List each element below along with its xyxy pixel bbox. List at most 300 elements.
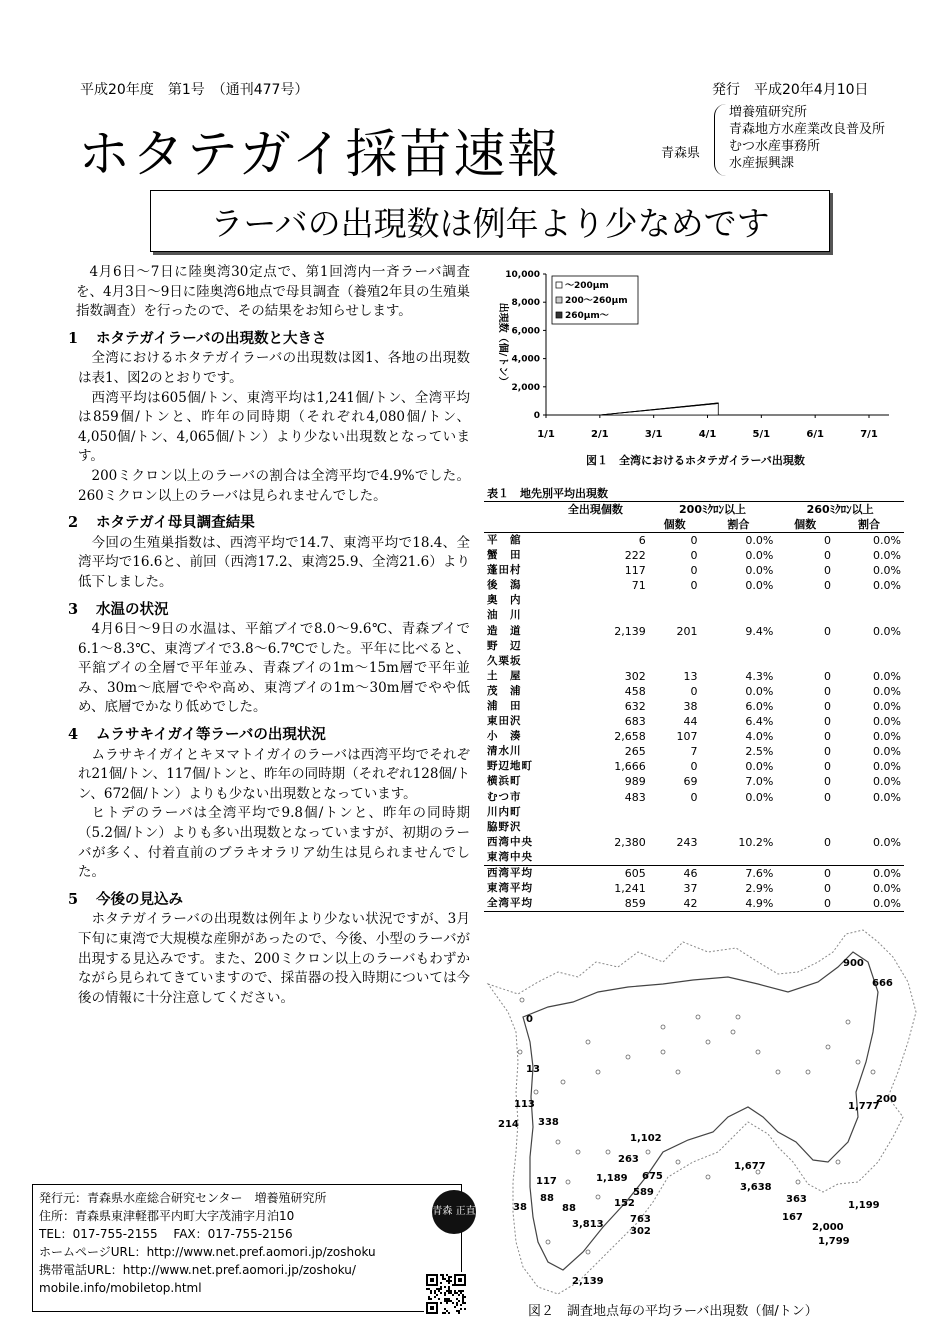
row-label: 後 潟: [487, 579, 522, 592]
section-heading: 2 ホタテガイ母貝調査結果: [68, 514, 255, 532]
table-cell: 0.0%: [745, 579, 774, 593]
qr-module: [464, 1296, 466, 1298]
table-cell: 0.0%: [873, 760, 901, 774]
qr-module: [448, 1288, 450, 1290]
larvae-chart: [484, 262, 904, 480]
qr-module: [460, 1304, 462, 1306]
station-value: 200: [876, 1094, 897, 1105]
qr-module: [448, 1280, 450, 1282]
table-cell: 0.0%: [873, 790, 901, 804]
qr-module: [448, 1298, 450, 1300]
table-cell: [701, 654, 777, 669]
column-header: 全出現個数: [542, 502, 649, 518]
station-value: 88: [540, 1193, 554, 1204]
row-label: 久栗坂: [487, 654, 522, 667]
table-cell: 0.0%: [745, 534, 774, 547]
legend-swatch: [556, 297, 562, 303]
table-cell: 6.0%: [745, 699, 774, 713]
prefecture-label: 青森県: [661, 146, 701, 161]
qr-module: [456, 1302, 458, 1304]
table-cell: [649, 805, 701, 820]
qr-module: [446, 1302, 448, 1304]
table-row: [484, 669, 904, 684]
qr-module: [430, 1292, 432, 1294]
qr-module: [458, 1310, 460, 1312]
table-cell: 0.0%: [873, 745, 901, 759]
table-cell: 0: [690, 534, 698, 547]
qr-module: [452, 1302, 454, 1304]
summary-row: [484, 896, 904, 912]
table-cell: [701, 593, 777, 608]
table-cell: 0: [824, 564, 831, 578]
paragraph: 4月6日～9日の水温は、平舘ブイで8.0～9.6℃、青森ブイで6.1～8.3℃、東湾ブイで3.8～6.7℃でした。平年に比べると、平舘ブイの全層で平年並み、青森ブイの1m～15m層で平年並み、30m～底層でやや高め、東湾ブイの1m～30m層でやや低め、底層でかなり低めでした。: [78, 621, 470, 716]
table-row: [484, 850, 904, 866]
qr-module: [448, 1276, 450, 1278]
table-cell: 0.0%: [873, 684, 901, 698]
table-cell: 0: [824, 624, 831, 638]
row-label: 清水川: [487, 745, 522, 758]
table-cell: [834, 654, 904, 669]
qr-module: [462, 1298, 464, 1300]
qr-module: [462, 1290, 464, 1292]
table-cell: 0.0%: [834, 865, 904, 881]
table-cell: [701, 608, 777, 623]
table-title-row: [484, 486, 904, 502]
qr-module: [442, 1276, 444, 1278]
section-heading: 5 今後の見込み: [68, 890, 183, 908]
qr-module: [452, 1294, 454, 1296]
table-cell: [649, 654, 701, 669]
table-cell: 483: [624, 790, 646, 804]
station-marker: [706, 1175, 710, 1179]
qr-module: [440, 1292, 442, 1294]
qr-module: [440, 1282, 442, 1284]
station-value: 675: [642, 1171, 663, 1182]
table-row: [484, 820, 904, 835]
table-cell: 0: [690, 564, 698, 578]
chart-caption: 図１ 全湾におけるホタテガイラーバ出現数: [586, 454, 805, 467]
table-row: [484, 639, 904, 654]
qr-module: [452, 1284, 454, 1286]
table-cell: 2,139: [614, 624, 646, 638]
qr-code-icon[interactable]: [424, 1272, 468, 1316]
table-row: [484, 533, 904, 549]
table-cell: 2,380: [614, 835, 646, 849]
row-label: 東田沢: [487, 715, 522, 728]
column-header: 200ﾐｸﾛﾝ以上: [649, 502, 777, 518]
table-cell: [834, 639, 904, 654]
x-tick-label: 2/1: [591, 429, 609, 440]
station-marker: [518, 1050, 522, 1054]
paragraph: 全湾におけるホタテガイラーバの出現数は図1、各地の出現数は表1、図2のとおりです。: [78, 350, 470, 386]
qr-module: [446, 1300, 448, 1302]
table-cell: 0.0%: [873, 835, 901, 849]
qr-module: [462, 1302, 464, 1304]
table-cell: 0: [824, 881, 831, 895]
table-cell: 0: [824, 775, 831, 789]
qr-module: [434, 1296, 436, 1298]
table-cell: 0.0%: [873, 564, 901, 578]
mobile-link-cont[interactable]: mobile.info/mobiletop.html: [39, 1281, 202, 1295]
qr-module: [444, 1308, 446, 1310]
table-cell: 222: [624, 549, 646, 563]
table-cell: 0.0%: [873, 534, 901, 547]
qr-module: [444, 1286, 446, 1288]
qr-module: [456, 1304, 458, 1306]
table-cell: [776, 654, 834, 669]
station-value: 13: [526, 1064, 540, 1075]
table-cell: 7: [690, 745, 698, 759]
qr-module: [428, 1288, 430, 1290]
table-cell: [701, 805, 777, 820]
table-cell: [649, 593, 701, 608]
summary-row: [484, 881, 904, 896]
table-cell: 0: [776, 896, 834, 912]
table-row: [484, 790, 904, 805]
table-cell: 605: [542, 865, 649, 881]
row-label: [484, 517, 542, 533]
station-value: 1,777: [848, 1101, 880, 1112]
table-cell: 0: [776, 865, 834, 881]
table-cell: 1,666: [614, 760, 646, 774]
table-cell: [542, 593, 649, 608]
station-value: 1,199: [848, 1200, 880, 1211]
row-label: 造 道: [487, 624, 522, 637]
qr-module: [450, 1290, 452, 1292]
row-label: 奥 内: [487, 594, 522, 607]
qr-module: [446, 1310, 448, 1312]
table-cell: 2.9%: [745, 881, 774, 895]
table-row: [484, 608, 904, 623]
qr-module: [442, 1274, 444, 1276]
qr-module: [450, 1280, 452, 1282]
station-value: 117: [536, 1176, 557, 1187]
qr-module: [426, 1288, 428, 1290]
section-heading: 4 ムラサキイガイ等ラーバの出現状況: [68, 726, 326, 744]
table-cell: 38: [683, 699, 698, 713]
row-label: 全湾平均: [484, 896, 542, 912]
station-value: 214: [498, 1119, 519, 1130]
qr-module: [462, 1294, 464, 1296]
qr-finder: [458, 1278, 462, 1282]
qr-module: [446, 1280, 448, 1282]
table-cell: [542, 805, 649, 820]
table-row: [484, 835, 904, 850]
table-cell: 0.0%: [873, 715, 901, 729]
table-row: [484, 744, 904, 759]
table-header-row: [484, 502, 904, 518]
table-cell: 10.2%: [738, 835, 774, 849]
qr-module: [450, 1292, 452, 1294]
table-cell: 0: [690, 760, 698, 774]
table-cell: [649, 639, 701, 654]
intro-paragraph: 4月6日～7日に陸奥湾30定点で、第1回湾内一斉ラーバ調査を、4月3日～9日に陸奥湾6地点で母貝調査（養殖2年貝の生殖巣指数調査）を行ったので、その結果をお知らせします。: [76, 264, 470, 320]
station-value: 1,189: [596, 1173, 628, 1184]
x-tick-label: 6/1: [806, 429, 824, 440]
qr-module: [438, 1288, 440, 1290]
table-cell: [776, 608, 834, 623]
paragraph: 今回の生殖巣指数は、西湾平均で14.7、東湾平均で18.4、全湾平均で16.6と、前回（西湾17.2、東湾25.9、全湾21.6）より低下しました。: [78, 534, 470, 590]
table-cell: 0: [824, 684, 831, 698]
station-value: 167: [782, 1212, 803, 1223]
table-cell: 0.0%: [873, 881, 901, 895]
table-cell: 0: [824, 669, 831, 683]
y-tick-label: 10,000: [505, 270, 540, 280]
table-cell: 4.9%: [701, 896, 777, 912]
table-cell: [776, 850, 834, 866]
org-name: 増養殖研究所: [729, 105, 808, 120]
qr-module: [456, 1298, 458, 1300]
station-marker: [586, 1250, 590, 1254]
table-cell: 46: [649, 865, 701, 881]
y-tick-label: 8,000: [511, 298, 540, 309]
map-caption: 図２ 調査地点毎の平均ラーバ出現数（個/トン）: [528, 1304, 818, 1319]
station-marker: [520, 998, 524, 1002]
row-label: 横浜町: [487, 775, 522, 788]
table-cell: 0: [824, 835, 831, 849]
y-tick-label: 0: [533, 411, 540, 421]
table-cell: 0.0%: [834, 896, 904, 912]
qr-module: [428, 1298, 430, 1300]
station-value: 2,000: [812, 1222, 844, 1233]
table-cell: [776, 805, 834, 820]
table-cell: 0: [824, 699, 831, 713]
table-cell: [834, 805, 904, 820]
qr-module: [454, 1292, 456, 1294]
table-cell: 0: [690, 579, 698, 593]
station-value: 113: [514, 1099, 535, 1110]
publish-date: 発行 平成20年4月10日: [712, 82, 869, 98]
station-value: 338: [538, 1117, 559, 1128]
table-cell: 4.3%: [745, 669, 774, 683]
page-title: ホタテガイ採苗速報: [78, 125, 562, 185]
station-value: 1,102: [630, 1133, 662, 1144]
row-label: 脇野沢: [487, 820, 522, 833]
table-cell: 0.0%: [745, 549, 774, 563]
table-cell: [776, 820, 834, 835]
qr-module: [440, 1302, 442, 1304]
table-cell: 458: [624, 684, 646, 698]
table-row: [484, 805, 904, 820]
bay-map: [478, 922, 918, 1302]
qr-module: [444, 1300, 446, 1302]
contact-info: [32, 1184, 462, 1312]
station-marker: [871, 1070, 875, 1074]
table-cell: [776, 593, 834, 608]
table-cell: 201: [676, 624, 698, 638]
mobile-link[interactable]: 携帯電話URL：http://www.net.pref.aomori.jp/zoshoku/: [39, 1263, 356, 1277]
table-cell: [542, 608, 649, 623]
qr-module: [450, 1300, 452, 1302]
station-marker: [836, 1160, 840, 1164]
qr-module: [446, 1274, 448, 1276]
qr-module: [454, 1306, 456, 1308]
table-cell: 0: [824, 790, 831, 804]
qr-module: [444, 1292, 446, 1294]
headline: ラーバの出現数は例年より少なめです: [150, 190, 830, 252]
station-value: 152: [614, 1198, 635, 1209]
table-row: [484, 654, 904, 669]
column-header: [484, 502, 542, 518]
qr-module: [456, 1310, 458, 1312]
table-cell: [834, 850, 904, 866]
paragraph: 200ミクロン以上のラーバの割合は全湾平均で4.9%でした。260ミクロン以上のラーバは見られませんでした。: [78, 467, 470, 504]
larvae-table: [484, 486, 904, 912]
column-header: 260ﾐｸﾛﾝ以上: [776, 502, 904, 518]
table-cell: [649, 608, 701, 623]
seal-logo: 青森 正直: [432, 1190, 476, 1234]
table-cell: 265: [624, 745, 646, 759]
table-cell: 0: [690, 790, 698, 804]
table-cell: 302: [624, 669, 646, 683]
table-cell: [649, 820, 701, 835]
station-marker: [796, 1180, 800, 1184]
y-tick-label: 4,000: [511, 354, 540, 365]
row-label: 蓬田村: [487, 564, 522, 577]
table-cell: 42: [649, 896, 701, 912]
table-title: 表１ 地先別平均出現数: [487, 487, 608, 500]
station-value: 302: [630, 1226, 651, 1237]
qr-module: [460, 1292, 462, 1294]
qr-module: [464, 1302, 466, 1304]
row-label: 蟹 田: [487, 549, 522, 562]
table-cell: 71: [631, 579, 646, 593]
table-cell: 107: [676, 730, 698, 744]
table-cell: [542, 517, 649, 533]
x-tick-label: 1/1: [537, 429, 555, 440]
qr-module: [456, 1292, 458, 1294]
table-cell: 個数: [649, 517, 701, 533]
table-cell: 1,241: [614, 881, 646, 895]
row-label: 土 屋: [487, 669, 522, 682]
table-cell: 989: [624, 775, 646, 789]
station-value: 3,638: [740, 1182, 772, 1193]
qr-module: [448, 1282, 450, 1284]
row-label: 平 舘: [487, 534, 522, 546]
table-cell: 0.0%: [873, 775, 901, 789]
org-name: むつ水産事務所: [729, 139, 821, 154]
table-cell: 0.0%: [745, 790, 774, 804]
table-row: [484, 563, 904, 578]
qr-module: [458, 1312, 460, 1314]
qr-module: [436, 1288, 438, 1290]
table-cell: 6: [638, 534, 646, 547]
row-label: 野辺地町: [487, 760, 533, 773]
table-cell: [701, 850, 777, 866]
x-tick-label: 3/1: [644, 429, 663, 440]
paragraph: ムラサキイガイとキヌマトイガイのラーバは西湾平均でそれぞれ21個/トン、117個/トンと、昨年の同時期（それぞれ128個/トン、672個/トン）よりも少ない出現数となっています。: [78, 746, 470, 802]
table-row: [484, 593, 904, 608]
qr-module: [448, 1290, 450, 1292]
qr-finder: [430, 1278, 434, 1282]
table-row: [484, 623, 904, 638]
qr-module: [446, 1298, 448, 1300]
station-value: 900: [843, 958, 864, 969]
table-row: [484, 729, 904, 744]
qr-module: [448, 1300, 450, 1302]
qr-module: [448, 1286, 450, 1288]
table-cell: 44: [683, 715, 698, 729]
paragraph: ホタテガイラーバの出現数は例年より少ない状況ですが、3月下旬に東湾で大規模な産卵があったので、今後、小型のラーバが出現する見込みです。また、200ミクロン以上のラーバもわずかながら見られてきていますので、採苗器の投入時期については今後の情報に十分注意してください。: [78, 911, 470, 1006]
table-cell: [542, 850, 649, 866]
station-value: 2,139: [572, 1276, 604, 1287]
qr-module: [446, 1290, 448, 1292]
table-cell: 0: [690, 684, 698, 698]
row-label: 東湾平均: [487, 881, 533, 894]
table-cell: 0: [824, 715, 831, 729]
table-cell: 632: [624, 699, 646, 713]
table-cell: 0: [824, 760, 831, 774]
qr-module: [460, 1290, 462, 1292]
station-value: 0: [526, 1014, 533, 1025]
station-value: 666: [872, 978, 893, 989]
table-cell: 0.0%: [873, 669, 901, 683]
table-cell: 6.4%: [745, 715, 774, 729]
row-label: 小 湊: [487, 730, 522, 743]
qr-finder: [430, 1306, 434, 1310]
article-body: [68, 263, 470, 1008]
station-value: 88: [562, 1203, 576, 1214]
row-label: むつ市: [487, 790, 522, 803]
y-tick-label: 2,000: [511, 382, 540, 393]
row-label: 東湾中央: [487, 850, 533, 863]
x-tick-label: 5/1: [752, 429, 771, 440]
section-heading: 1 ホタテガイラーバの出現数と大きさ: [68, 329, 327, 347]
table-cell: 69: [683, 775, 698, 789]
qr-module: [438, 1298, 440, 1300]
table-cell: 0: [824, 579, 831, 593]
issue-number: 平成20年度 第1号 （通刊477号）: [80, 82, 309, 98]
table-cell: 0.0%: [873, 730, 901, 744]
qr-module: [444, 1278, 446, 1280]
station-value: 38: [513, 1202, 527, 1213]
table-cell: 7.0%: [745, 775, 774, 789]
org-name: 水産振興課: [729, 156, 795, 171]
legend-label: 260μm～: [565, 311, 609, 321]
qr-module: [442, 1312, 444, 1314]
legend-swatch: [556, 282, 562, 288]
qr-module: [430, 1290, 432, 1292]
table-cell: 割合: [701, 517, 777, 533]
qr-module: [462, 1296, 464, 1298]
row-label: 野 辺: [487, 639, 522, 652]
paragraph: ヒトデのラーバは全湾平均で9.8個/トンと、昨年の同時期（5.2個/トン）よりも多い出現数となっていますが、初期のラーバが多く、付着直前のブラキオラリア幼生は見られませんでした。: [78, 805, 470, 881]
legend-label: 200～260μm: [565, 296, 628, 306]
table-cell: [542, 639, 649, 654]
paragraph: 西湾平均は605個/トン、東湾平均は1,241個/トン、全湾平均は859個/トンと、昨年の同時期（それぞれ4,080個/トン、4,050個/トン、4,065個/トン）より少ない出現数となっています。: [78, 389, 470, 465]
qr-module: [450, 1276, 452, 1278]
table-cell: [542, 820, 649, 835]
table-cell: [776, 639, 834, 654]
table-cell: 683: [624, 715, 646, 729]
table-cell: [701, 820, 777, 835]
table-cell: 2,658: [614, 730, 646, 744]
table-cell: [701, 639, 777, 654]
table-cell: 0: [824, 534, 831, 547]
footer-line: 発行元：青森県水産総合研究センター 増養殖研究所: [39, 1191, 327, 1205]
homepage-link[interactable]: ホームページURL：http://www.net.pref.aomori.jp/zoshoku: [39, 1245, 376, 1259]
table-cell: [542, 654, 649, 669]
station-value: 363: [786, 1194, 807, 1205]
table-cell: 243: [676, 835, 698, 849]
row-label: 西湾中央: [487, 835, 533, 848]
table-cell: 割合: [834, 517, 904, 533]
table-cell: 0: [824, 549, 831, 563]
station-value: 1,799: [818, 1236, 850, 1247]
qr-module: [448, 1278, 450, 1280]
footer-line: 住所：青森県東津軽郡平内町大字茂浦字月泊10: [39, 1209, 295, 1223]
table-cell: [649, 850, 701, 866]
